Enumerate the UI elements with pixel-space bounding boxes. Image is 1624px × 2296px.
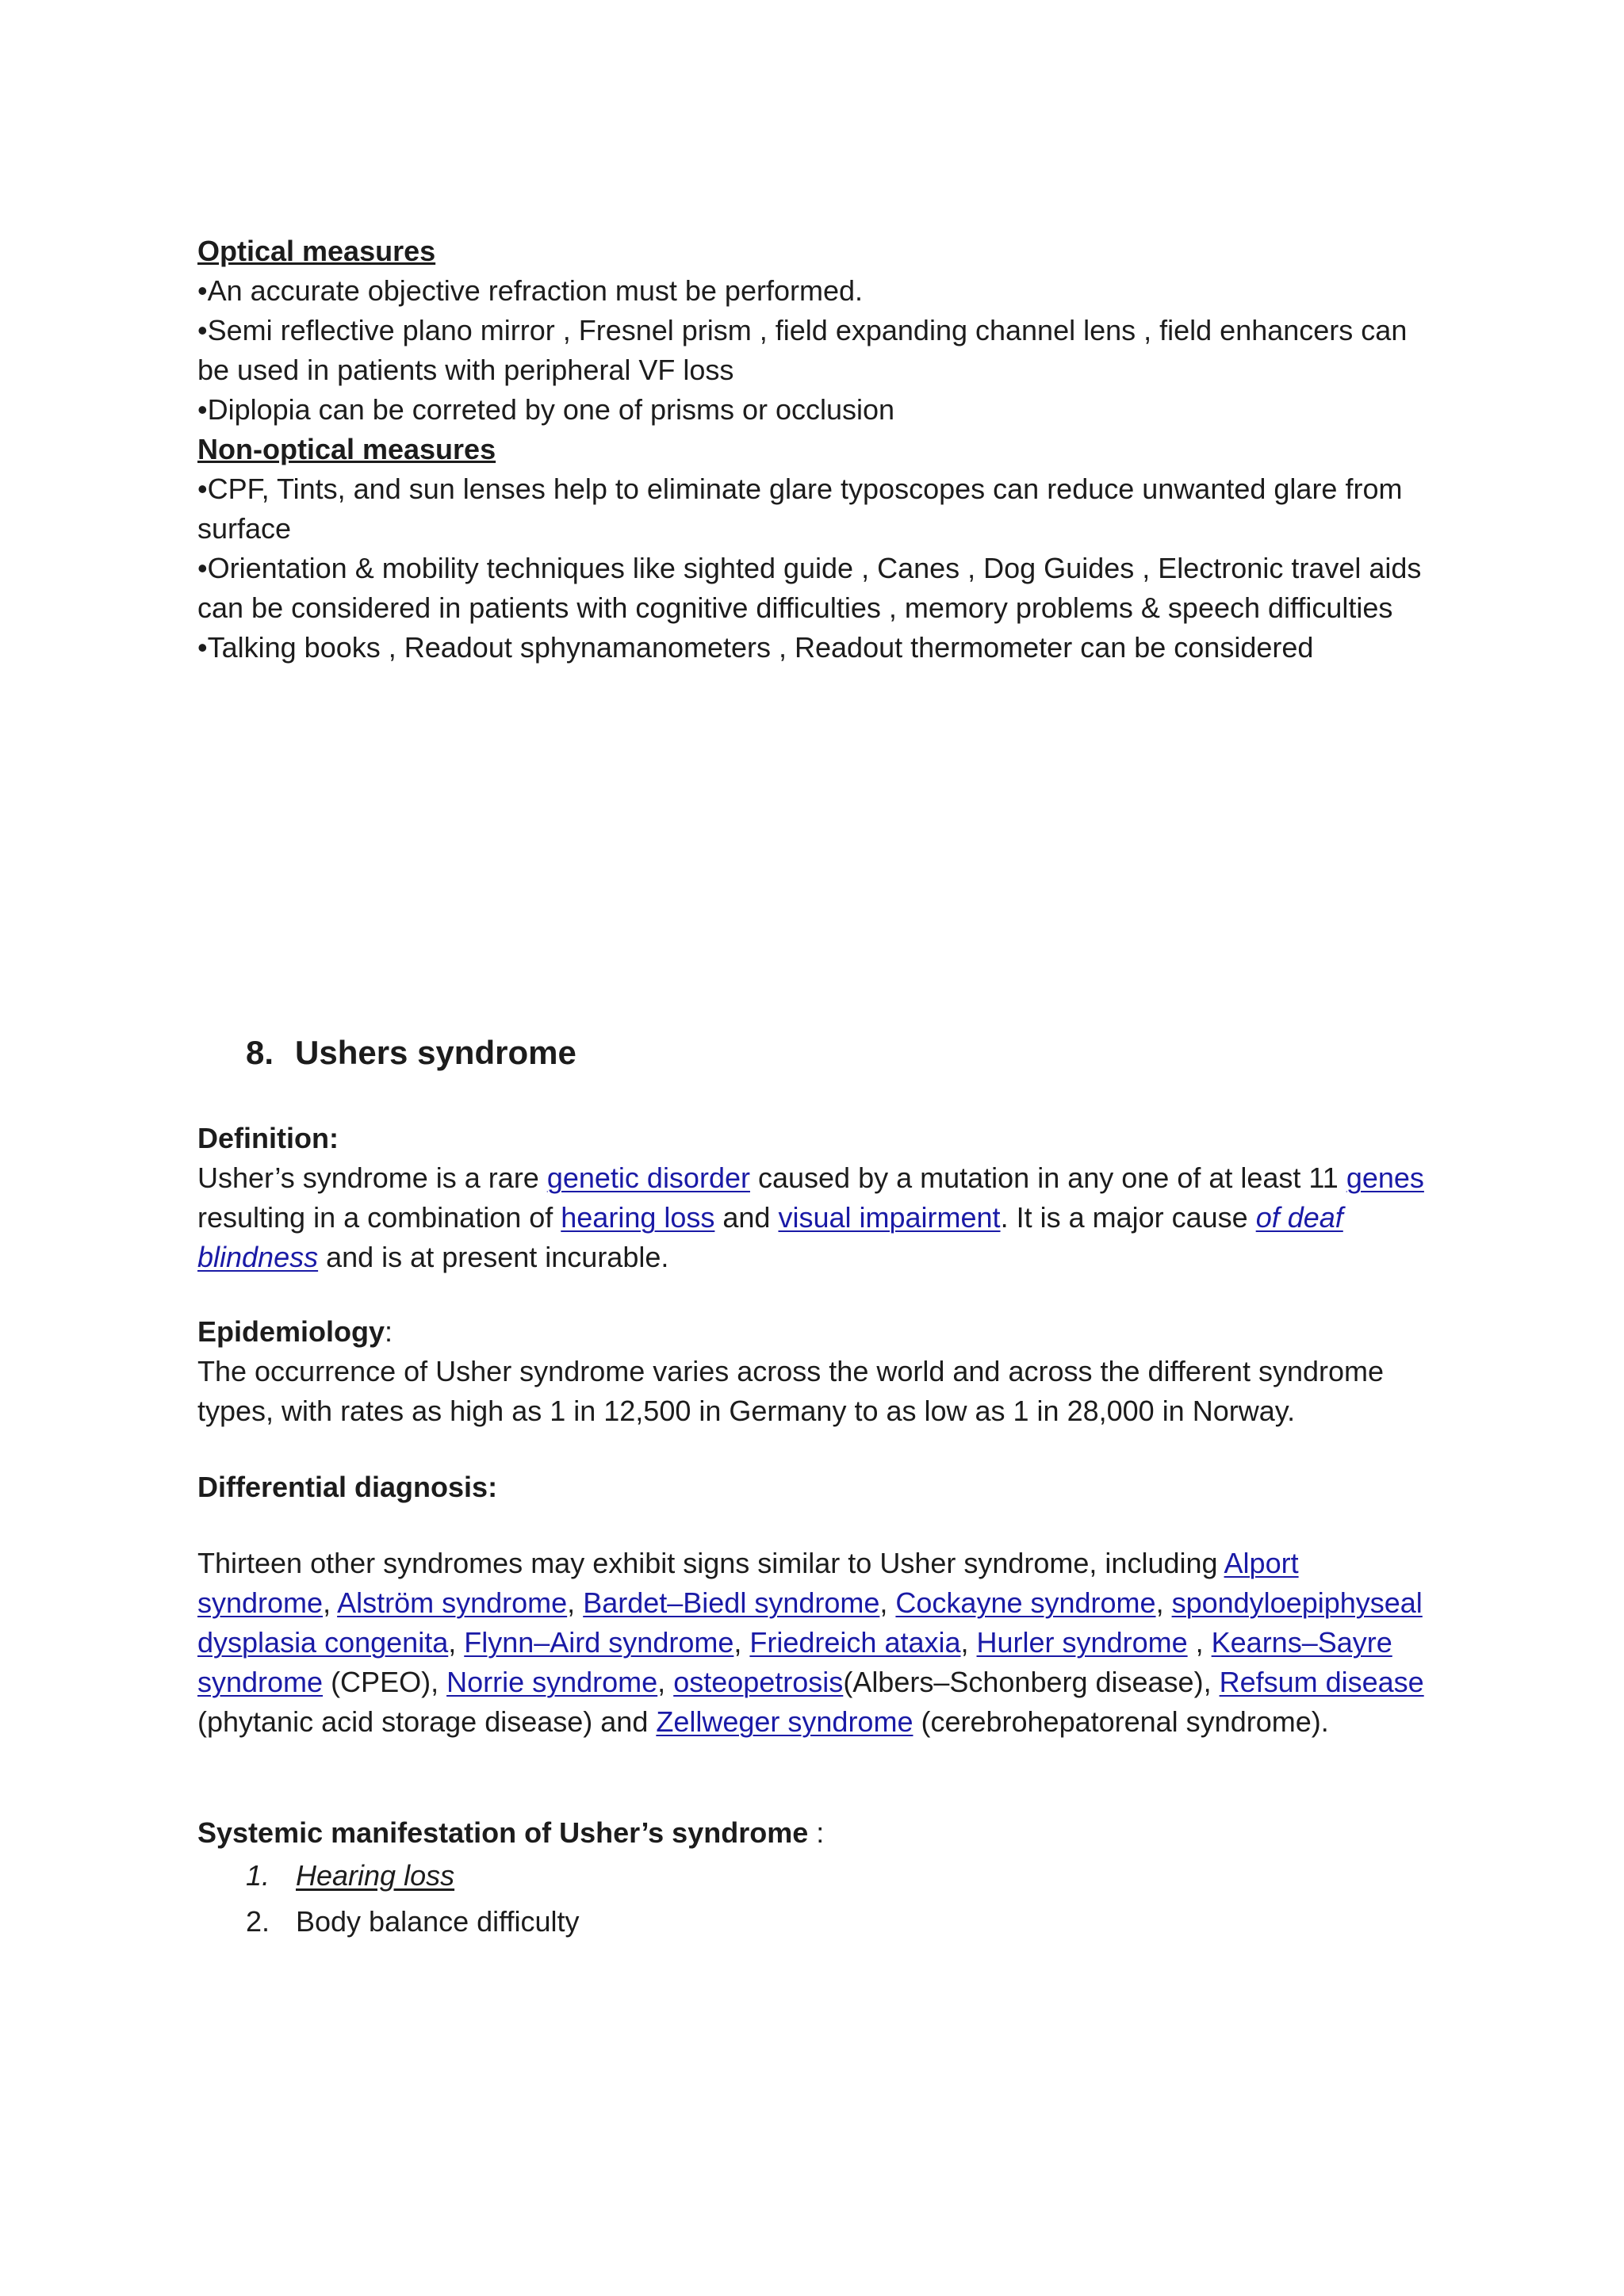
non-optical-bullet: •CPF, Tints, and sun lenses help to eliminate glare typoscopes can reduce unwanted glare from surface xyxy=(197,473,1403,545)
link-spondyloepiphyseal-dysplasia[interactable]: spondyloepiphyseal dysplasia congenita xyxy=(197,1586,1423,1659)
list-item: 1. Hearing loss xyxy=(246,1859,455,1892)
optical-bullet: •Semi reflective plano mirror , Fresnel prism , field expanding channel lens , field enhancers can be used in patients with peripheral VF loss xyxy=(197,314,1408,386)
link-cockayne-syndrome[interactable]: Cockayne syndrome xyxy=(895,1586,1156,1619)
optical-bullet: •An accurate objective refraction must be performed. xyxy=(197,274,864,307)
link-genes[interactable]: genes xyxy=(1346,1161,1424,1194)
systemic-list xyxy=(197,1853,1434,1945)
link-genetic-disorder[interactable]: genetic disorder xyxy=(546,1161,750,1194)
optical-bullet: •Diplopia can be correted by one of prisms or occlusion xyxy=(197,393,895,426)
link-kearns-sayre-syndrome[interactable]: Kearns–Sayre syndrome xyxy=(197,1626,1392,1698)
link-bardet-biedl-syndrome[interactable]: Bardet–Biedl syndrome xyxy=(583,1586,880,1619)
epidemiology-text: The occurrence of Usher syndrome varies across the world and across the different syndrome types, with rates as high as 1 in 12,500 in Germany to as low as 1 in 28,000 in Norway. xyxy=(197,1355,1385,1427)
link-hearing-loss[interactable]: hearing loss xyxy=(561,1201,715,1234)
link-norrie-syndrome[interactable]: Norrie syndrome xyxy=(446,1666,658,1698)
differential-text: Thirteen other syndromes may exhibit signs similar to Usher syndrome, including Alport syndrome, Alström syndrome, Bardet–Biedl syndrome, Cockayne syndrome, spondyloepiphyseal dysplasia congenita, Flynn–Aird syndrome, Friedreich ataxia, Hurler syndrome , Kearns–Sayre syndrome (CPEO), Norrie syndrome, osteopetrosis(Albers–Schonberg disease), Refsum disease (phytanic acid storage disease) and Zellweger syndrome (cerebrohepatorenal syndrome). xyxy=(197,1547,1424,1738)
link-friedreich-ataxia[interactable]: Friedreich ataxia xyxy=(749,1626,961,1659)
link-alstrom-syndrome[interactable]: Alström syndrome xyxy=(337,1586,568,1619)
link-flynn-aird-syndrome[interactable]: Flynn–Aird syndrome xyxy=(464,1626,734,1659)
epidemiology-label: Epidemiology xyxy=(197,1315,385,1348)
systemic-label: Systemic manifestation of Usher’s syndrome xyxy=(197,1816,809,1849)
section-title-text: Ushers syndrome xyxy=(295,1034,576,1071)
link-zellweger-syndrome[interactable]: Zellweger syndrome xyxy=(656,1705,914,1738)
non-optical-bullet: •Orientation & mobility techniques like sighted guide , Canes , Dog Guides , Electronic travel aids can be considered in patients with cognitive difficulties , memory problems & speech difficulties xyxy=(197,552,1422,624)
measures-block xyxy=(197,232,1434,668)
link-visual-impairment[interactable]: visual impairment xyxy=(778,1201,1001,1234)
definition-text: Usher’s syndrome is a rare genetic disorder caused by a mutation in any one of at least 11 genes resulting in a combination of hearing loss and visual impairment. It is a major cause of deaf blindness and is at present incurable. xyxy=(197,1161,1424,1273)
link-refsum-disease[interactable]: Refsum disease xyxy=(1219,1666,1424,1698)
link-hurler-syndrome[interactable]: Hurler syndrome xyxy=(976,1626,1188,1659)
systemic-heading: Systemic manifestation of Usher’s syndrome : xyxy=(197,1816,825,1849)
non-optical-bullet: •Talking books , Readout sphynamanometers , Readout thermometer can be considered xyxy=(197,631,1314,664)
section-title xyxy=(246,1031,576,1075)
link-alport-syndrome[interactable]: Alport syndrome xyxy=(197,1547,1299,1619)
link-osteopetrosis[interactable]: osteopetrosis xyxy=(673,1666,844,1698)
non-optical-measures-heading: Non-optical measures xyxy=(197,433,496,465)
optical-measures-heading: Optical measures xyxy=(197,235,436,267)
differential-label: Differential diagnosis: xyxy=(197,1471,498,1503)
epidemiology-heading: Epidemiology: xyxy=(197,1315,393,1348)
section-number: 8. xyxy=(246,1034,274,1071)
definition-label: Definition: xyxy=(197,1122,339,1154)
list-item: 2. Body balance difficulty xyxy=(246,1905,580,1938)
ushers-content xyxy=(197,1119,1434,1945)
link-deaf-blindness[interactable]: of deaf blindness xyxy=(197,1201,1343,1273)
